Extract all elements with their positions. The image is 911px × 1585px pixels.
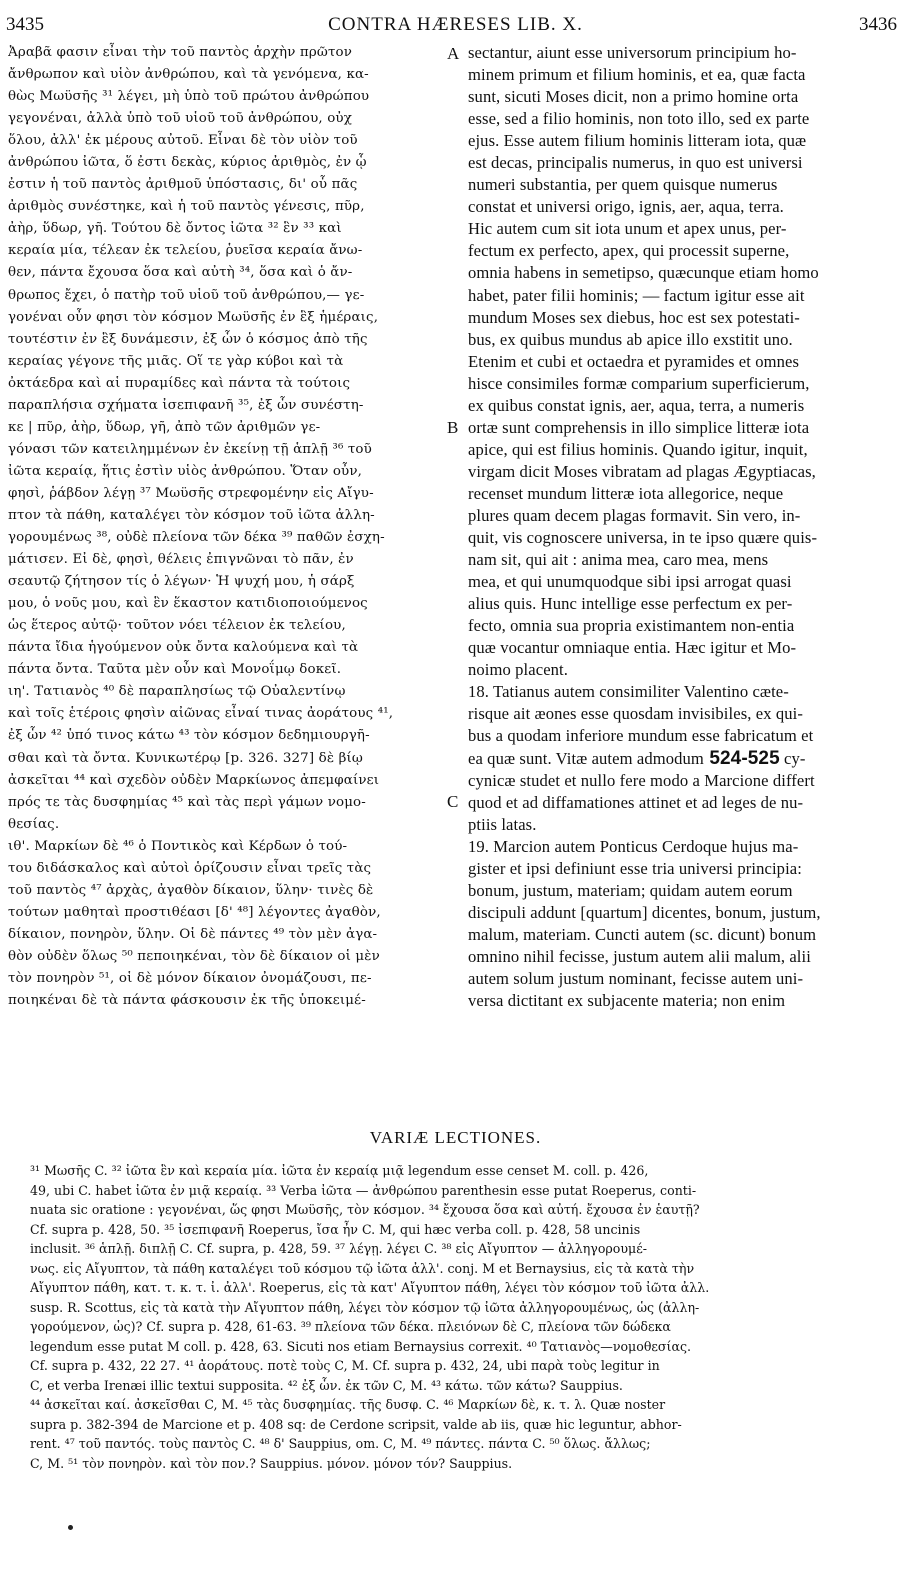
latin-text-line: mea, et qui unumquodque sibi ipsi arrogat quasi (468, 572, 792, 592)
greek-text-line: θεν, πάντα ἔχουσα ὅσα καὶ αὐτὴ ³⁴, ὅσα καὶ ὁ ἄν- (8, 265, 353, 281)
greek-text-line: μου, ὁ νοῦς μου, καὶ ἓν ἕκαστον κατιδιοποιούμενος (8, 596, 368, 612)
latin-text-line: versa dictitant ex subjacente materia; non enim (468, 991, 786, 1011)
running-header (0, 12, 911, 38)
latin-text-line: minem primum et filium hominis, et ea, quæ facta (468, 65, 806, 85)
greek-text-line: ιη'. Τατιανὸς ⁴⁰ δὲ παραπλησίως τῷ Οὐαλεντίνῳ (8, 684, 346, 700)
greek-text-line: θὸν οὐδὲν ὅλως ⁵⁰ πεποιηκέναι, τὸν δὲ δίκαιον οἱ μὲν (8, 948, 380, 964)
greek-text-line: κεραία μία, τέλεαν ἐκ τελείου, ῥυεῖσα κεραία ἄνω- (8, 243, 363, 259)
latin-text-line: quæ vocantur omniaque entia. Hæc igitur et Mo- (468, 638, 797, 658)
greek-text-line: ὅλου, ἀλλ' ἐκ μέρους αὐτοῦ. Εἶναι δὲ τὸν υἱὸν τοῦ (8, 133, 358, 149)
greek-text-line: τούτων μαθηταὶ προστιθέασι [δ' ⁴⁸] λέγοντες ἀγαθὸν, (8, 904, 381, 920)
greek-text-line: θεσίας. (8, 816, 60, 832)
latin-text-line: cynicæ studet et nullo fere modo a Marcione differt (468, 770, 815, 790)
footnote-line: ³¹ Μωσῆς C. ³² ἰῶτα ἓν καὶ κεραία μία. ἰῶτα ἐν κεραίᾳ μιᾷ legendum esse censet M. coll. p. 426, (30, 1163, 649, 1178)
margin-letter-b: B (447, 418, 459, 437)
greek-text-line: γόνασι τῶν κατειλημμένων ἐν ἐκείνῃ τῇ ἁπλῇ ³⁶ τοῦ (8, 441, 372, 457)
latin-text-line: ptiis latas. (468, 814, 537, 834)
stray-dot (68, 1525, 73, 1530)
latin-text-line: hisce consimiles formæ comparium superficierum, (468, 373, 810, 393)
greek-text-line: ἐστιν ἡ τοῦ παντὸς ἀριθμοῦ ὑπόστασις, δι' οὗ πᾶς (8, 177, 358, 193)
latin-text-line: sectantur, aiunt esse universorum principium ho- (468, 43, 797, 62)
latin-text-line: bus, ex quibus mundus ab apice illo exstitit uno. (468, 329, 793, 349)
latin-text-line: alius quis. Hunc intellige esse perfectum ex per- (468, 594, 793, 614)
latin-text-line: ea quæ sunt. Vitæ autem admodum 524-525 cy- (468, 747, 806, 769)
latin-text-line: Etenim et cubi et octaedra et pyramides et omnes (468, 351, 800, 371)
latin-text-line: ejus. Esse autem filium hominis litteram iota, quæ (468, 131, 807, 151)
latin-text-line: habet, pater filii hominis; — factum igitur esse ait (468, 285, 805, 305)
latin-text-line: risque ait æones esse quosdam invisibiles, ex qui- (468, 704, 803, 724)
greek-text-line: τὸν πονηρὸν ⁵¹, οἱ δὲ μόνον δίκαιον ὀνομάζουσι, πε- (8, 970, 372, 986)
greek-text-line: ἀσκεῖται ⁴⁴ καὶ σχεδὸν οὐδὲν Μαρκίωνος ἀπεμφαίνει (8, 772, 380, 788)
latin-text-line: autem solum justum nominant, fecisse autem uni- (468, 968, 804, 988)
footnotes (30, 1161, 890, 1473)
latin-text-line: fectum ex perfecto, apex, qui processit superne, (468, 241, 790, 261)
margin-letter-c: C (447, 792, 459, 811)
greek-text-line: κεραίας γέγονε τῆς μιᾶς. Οἵ τε γὰρ κύβοι καὶ τὰ (8, 353, 344, 369)
latin-text-line: gister et ipsi definiunt esse tria universi principia: (468, 858, 802, 878)
latin-text-line: fecto, omnia sua propria existimantem non-entia (468, 616, 795, 636)
greek-text-line: δίκαιον, πονηρὸν, ὕλην. Οἱ δὲ πάντες ⁴⁹ τὸν μὲν ἀγα- (8, 926, 378, 942)
latin-text-line: sunt, sicuti Moses dicit, non a primo homine orta (468, 87, 799, 107)
latin-text-line: 19. Marcion autem Ponticus Cerdoque hujus ma- (468, 836, 799, 856)
greek-text-line: καὶ τοῖς ἑτέροις φησὶν αἰῶνας εἶναί τινας ἀοράτους ⁴¹, (8, 706, 394, 722)
greek-text-line: γορουμένως ³⁸, οὐδὲ πλείονα τῶν δέκα ³⁹ παθῶν ἐσχη- (8, 530, 385, 546)
footnote-line: γορούμενον, ὡς)? Cf. supra p. 428, 61-63. ³⁹ πλείονα τῶν δέκα. πλειόνων δὲ C, πλείονα τῶν δώδεκα (30, 1319, 671, 1334)
footnote-line: ⁴⁴ ἀσκεῖται καί. ἀσκεῖσθαι C, M. ⁴⁵ τὰς δυσφημίας. τῆς δυσφ. C. ⁴⁶ Μαρκίων δὲ, κ. τ. λ. Quæ noster (30, 1397, 666, 1412)
footnote-line: C, M. ⁵¹ τὸν πονηρὸν. καὶ τὸν πον.? Sauppius. μόνον. μόνον τόν? Sauppius. (30, 1455, 513, 1471)
greek-text-line: πρός τε τὰς δυσφημίας ⁴⁵ καὶ τὰς περὶ γάμων νομο- (8, 794, 366, 810)
footnote-line: νως. εἰς Αἴγυπτον, τὰ πάθη καταλέγει τοῦ κόσμου τῷ ἰῶτα ἀλλ'. conj. M et Bernaysius, εἰς τὰ κατὰ τὴν (30, 1260, 695, 1276)
latin-text-line: ex quibus constat ignis, aer, aqua, terra, a numeris (468, 395, 805, 415)
greek-text-line: ἄνθρωπον καὶ υἱὸν ἀνθρώπου, καὶ τὰ γενόμενα, κα- (8, 67, 369, 83)
latin-text-line: recenset mundum litteræ iota allegorice, neque (468, 483, 784, 503)
footnote-line: Αἴγυπτον πάθη, κατ. τ. κ. τ. ἰ. ἀλλ'. Roeperus, εἰς τὰ κατ' Αἴγυπτον πάθη, λέγει τὸν κόσμον τοῦ ἰῶτα ἀλλ. (30, 1280, 710, 1295)
page-number-left: 3435 (6, 14, 44, 35)
greek-text-line: σθαι καὶ τὰ ὄντα. Κυνικωτέρῳ [p. 326. 327] δὲ βίῳ (8, 750, 363, 766)
latin-text-line: ortæ sunt comprehensis in illo simplice litteræ iota (468, 417, 810, 437)
latin-text-line: est decas, principalis numerus, in quo est universi (468, 153, 803, 173)
footnote-line: nuata sic oratione : γεγονέναι, ὥς φησι Μωϋσῆς, τὸν κόσμον. ³⁴ ἔχουσα ὅσα καὶ αὐτή. ἔχουσα ἐν ἑαυτῇ? (30, 1202, 700, 1217)
greek-text-line: κε | πῦρ, ἀὴρ, ὕδωρ, γῆ, ἀπὸ τῶν ἀριθμῶν γε- (8, 419, 321, 435)
greek-text-line: φησὶ, ῥάβδον λέγῃ ³⁷ Μωϋσῆς στρεφομένην εἰς Αἴγυ- (8, 485, 374, 501)
footnote-line: supra p. 382-394 de Marcione et p. 408 sq: de Cerdone scripsit, valde ab iis, quæ hic leguntur, abhor- (30, 1416, 682, 1432)
footnote-line: Cf. supra p. 432, 22 27. ⁴¹ ἀοράτους. ποτὲ τοὺς C, M. Cf. supra p. 432, 24, ubi παρὰ τοὺς legitur in (30, 1358, 660, 1373)
footnote-line: C, et verba Irenæi illic textui supposita. ⁴² ἐξ ὧν. ἐκ τῶν C, M. ⁴³ κάτω. τῶν κάτω? Sauppius. (30, 1377, 623, 1393)
latin-column (468, 42, 880, 1012)
footnote-line: Cf. supra p. 428, 50. ³⁵ ἰσεπιφανῆ Roeperus, ἴσα ἦν C. M, qui hæc verba coll. p. 428, 58 uncinis (30, 1221, 641, 1237)
latin-text-line: malum, materiam. Cuncti autem (sc. dicunt) bonum (468, 924, 817, 944)
footnote-line: legendum esse putat M coll. p. 428, 63. Sicuti nos etiam Bernaysius correxit. ⁴⁰ Τατιανὸς—νομοθεσίας. (30, 1338, 692, 1354)
footnote-line: inclusit. ³⁶ ἁπλῇ. διπλῇ C. Cf. supra, p. 428, 59. ³⁷ λέγῃ. λέγει C. ³⁸ εἰς Αἴγυπτον — ἀλληγορουμέ- (30, 1241, 648, 1256)
latin-text-line: discipuli addunt [quartum] dicentes, bonum, justum, (468, 902, 821, 922)
latin-text-line: quod et ad diffamationes attinet et ad leges de nu- (468, 792, 804, 812)
greek-text-line: πάντα ὄντα. Ταῦτα μὲν οὖν καὶ Μονοΐμῳ δοκεῖ. (8, 662, 342, 678)
latin-text-line: mundum Moses sex diebus, hoc est sex potestati- (468, 307, 800, 327)
greek-text-line: ἀὴρ, ὕδωρ, γῆ. Τούτου δὲ ὄντος ἰῶτα ³² ἓν ³³ καὶ (8, 221, 342, 237)
greek-text-line: μάτισεν. Εἰ δὲ, φησὶ, θέλεις ἐπιγνῶναι τὸ πᾶν, ἐν (8, 552, 354, 568)
greek-text-line: θὼς Μωϋσῆς ³¹ λέγει, μὴ ὑπὸ τοῦ πρώτου ἀνθρώπου (8, 89, 370, 105)
greek-text-line: παραπλήσια σχήματα ἰσεπιφανῆ ³⁵, ἐξ ὧν συνέστη- (8, 397, 364, 413)
greek-text-line: ἰῶτα κεραίᾳ, ἥτις ἐστὶν υἱὸς ἀνθρώπου. Ὅταν οὖν, (8, 463, 363, 479)
latin-text-line: apice, qui est filius hominis. Quando igitur, inquit, (468, 439, 808, 459)
greek-text-line: ἐξ ὧν ⁴² ὑπό τινος κάτω ⁴³ τὸν κόσμον δεδημιουργῆ- (8, 728, 370, 744)
latin-text-line: bonum, justum, materiam; quidam autem eorum (468, 880, 793, 900)
greek-text-line: γονέναι οὖν φησι τὸν κόσμον Μωϋσῆς ἐν ἓξ ἡμέραις, (8, 309, 379, 325)
running-title: CONTRA HÆRESES LIB. X. (328, 14, 583, 35)
latin-text-line: quit, vis cognoscere universa, in te ipso quære quis- (468, 528, 818, 548)
latin-text-line: omnia habens in semetipso, quæcunque etiam homo (468, 263, 819, 283)
greek-text-line: ἀριθμὸς συνέστηκε, καὶ ἡ τοῦ παντὸς γένεσις, πῦρ, (8, 199, 365, 215)
latin-text-line: Hic autem cum sit iota unum et apex unus, per- (468, 219, 787, 239)
variae-lectiones-heading: VARIÆ LECTIONES. (369, 1128, 542, 1147)
greek-text-line: ὀκτάεδρα καὶ αἱ πυραμίδες καὶ πάντα τὰ τούτοις (8, 375, 351, 391)
margin-letter-a: A (447, 44, 460, 63)
greek-text-line: τουτέστιν ἐν ἓξ δυνάμεσιν, ἐξ ὧν ὁ κόσμος ἀπὸ τῆς (8, 331, 368, 347)
latin-text-line: plures quam decem plagas formavit. Sin vero, in- (468, 505, 801, 525)
greek-text-line: ποιηκέναι δὲ τὰ πάντα φάσκουσιν ἐκ τῆς ὑποκειμέ- (8, 993, 366, 1009)
greek-column (8, 42, 444, 1012)
greek-text-line: του διδάσκαλος καὶ αὐτοὶ ὁρίζουσιν εἶναι τρεῖς τὰς (8, 860, 372, 876)
greek-text-line: πάντα ἴδια ἡγούμενον οὐκ ὄντα καλούμενα καὶ τὰ (8, 640, 359, 656)
footnote-line: rent. ⁴⁷ τοῦ παντός. τοὺς παντὸς C. ⁴⁸ δ' Sauppius, om. C, M. ⁴⁹ πάντες. πάντα C. ⁵⁰ ὅλως. ἄλλως; (30, 1436, 651, 1451)
latin-text-line: esse, sed a filio hominis, non toto illo, sed ex parte (468, 109, 810, 129)
greek-text-line: ιθ'. Μαρκίων δὲ ⁴⁶ ὁ Ποντικὸς καὶ Κέρδων ὁ τού- (8, 838, 348, 854)
column-number-marker: 524-525 (703, 747, 780, 769)
greek-text-line: σεαυτῷ ζήτησον τίς ὁ λέγων· Ἡ ψυχή μου, ἡ σάρξ (8, 574, 355, 590)
greek-text-line: πτον τὰ πάθη, καταλέγει τὸν κόσμον τοῦ ἰῶτα ἀλλη- (8, 507, 375, 523)
page-number-right: 3436 (859, 14, 897, 35)
greek-text-line: θρωπος ἔχει, ὁ πατὴρ τοῦ υἱοῦ τοῦ ἀνθρώπου,— γε- (8, 287, 365, 303)
greek-text-line: ἀνθρώπου ἰῶτα, ὅ ἐστι δεκὰς, κύριος ἀριθμὸς, ἐν ᾧ (8, 155, 367, 171)
latin-text-line: nam sit, qui ait : anima mea, caro mea, mens (468, 550, 769, 570)
latin-text-line: constat et universi origo, ignis, aer, aqua, terra. (468, 197, 784, 217)
greek-text-line: τοῦ παντὸς ⁴⁷ ἀρχὰς, ἀγαθὸν δίκαιον, ὕλην· τινὲς δὲ (8, 882, 374, 898)
footnote-line: susp. R. Scottus, εἰς τὰ κατὰ τὴν Αἴγυπτον πάθη, λέγει τὸν κόσμον τῷ ἰῶτα ἀλληγορουμένως, ὡς (ἀλλη- (30, 1299, 700, 1315)
greek-text-line: ὡς ἕτερος αὐτῷ· τοῦτον νόει τέλειον ἐκ τελείου, (8, 618, 346, 634)
greek-text-line: γεγονέναι, ἀλλὰ ὑπὸ τοῦ υἱοῦ τοῦ ἀνθρώπου, οὐχ (8, 111, 352, 127)
latin-text-line: virgam dicit Moses vibratam ad plagas Ægyptiacas, (468, 461, 816, 481)
latin-line-tail: cy- (779, 748, 806, 768)
greek-text-line: Ἀραβᾶ φασιν εἶναι τὴν τοῦ παντὸς ἀρχὴν πρῶτον (8, 45, 353, 60)
latin-text-line: numeri substantia, per quem quisque numerus (468, 175, 778, 195)
latin-text-line: bus a quodam inferiore mundum esse fabricatum et (468, 726, 814, 746)
latin-text-line: noimo placent. (468, 660, 569, 680)
footnote-line: 49, ubi C. habet ἰῶτα ἐν μιᾷ κεραίᾳ. ³³ Verba ἰῶτα — ἀνθρώπου parenthesin esse putat Roeperus, conti- (30, 1182, 697, 1198)
latin-text-line: omnino nihil fecisse, justum autem alii malum, alii (468, 946, 811, 966)
latin-text-line: 18. Tatianus autem consimiliter Valentino cæte- (468, 682, 789, 702)
